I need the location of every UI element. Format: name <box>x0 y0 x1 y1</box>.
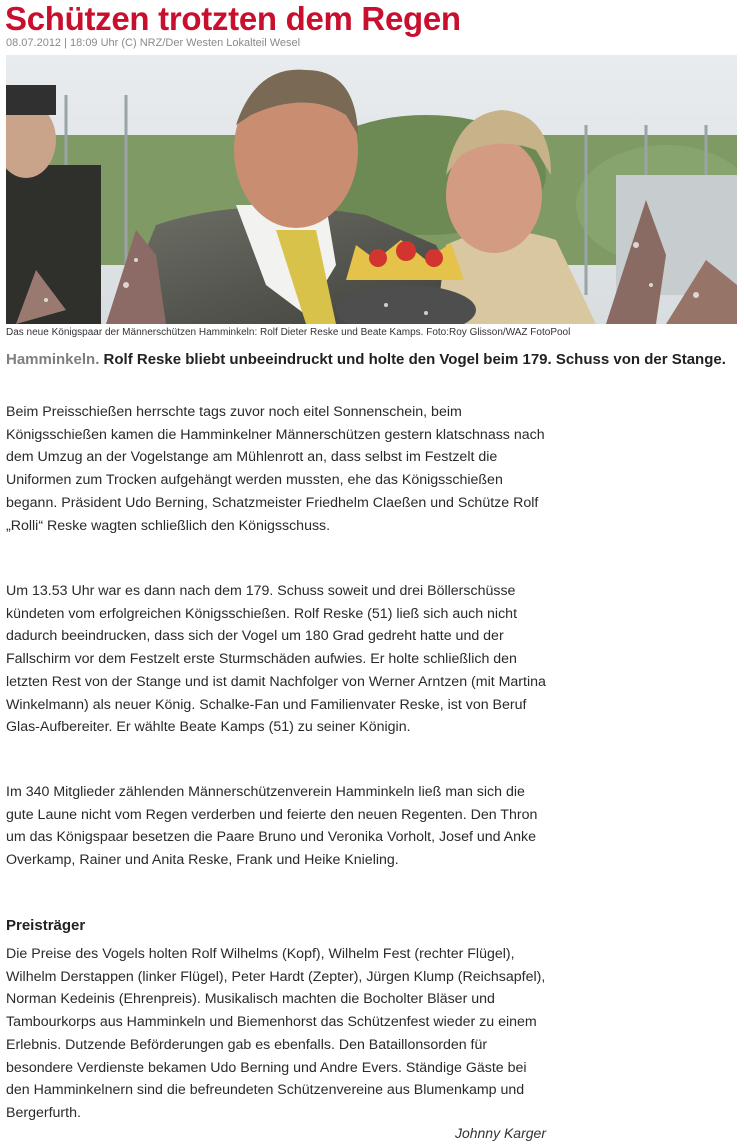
article-photo <box>6 55 737 324</box>
article-meta: 08.07.2012 | 18:09 Uhr (C) NRZ/Der Westen Lokalteil Wesel <box>6 37 301 49</box>
lead-place: Hamminkeln. <box>6 351 100 368</box>
article-lead <box>6 349 731 371</box>
paragraph-prizes: Die Preise des Vogels holten Rolf Wilhelms (Kopf), Wilhelm Fest (rechter Flügel), Wilhelm Derstappen (linker Flügel), Peter Hardt (Zepter), Jürgen Klump (Reichsapfel), Norman Kedeinis (Ehrenpreis). Musikalisch machten die Bocholter Bläser und Tambourkorps aus Hamminkeln und Biemenhorst das Schützenfest wieder zu einem Erlebnis. Dutzende Beförderungen gab es ebenfalls. Den Bataillonsorden für besondere Verdienste bekamen Udo Berning und Andre Evers. Ständige Gäste bei den Hamminkelnern sind die befreundeten Schützenvereine aus Blumenkamp und Bergerfurth. <box>6 946 546 1121</box>
king-couple-photo <box>6 55 737 324</box>
paragraph-1: Beim Preisschießen herrschte tags zuvor noch eitel Sonnenschein, beim Königsschießen kamen die Hamminkelner Männerschützen gestern klatschnass nach dem Umzug an der Vogelstange am Mühlenrott an, dass selbst im Festzelt die Uniformen zum Trocken aufgehängt werden mussten, ehe das Königsschießen begann. Präsident Udo Berning, Schatzmeister Friedhelm Claeßen und Schütze Rolf „Rolli“ Reske wagten schließlich den Königsschuss. <box>6 404 545 534</box>
subheading-prizes: Preisträger <box>6 917 86 934</box>
photo-caption: Das neue Königspaar der Männerschützen Hamminkeln: Rolf Dieter Reske und Beate Kamps. Foto:Roy Glisson/WAZ FotoPool <box>6 327 571 338</box>
paragraph-2: Um 13.53 Uhr war es dann nach dem 179. Schuss soweit und drei Böllerschüsse kündeten vom erfolgreichen Königsschießen. Rolf Reske (51) ließ sich auch nicht dadurch beeindrucken, dass sich der Vogel um 180 Grad gedreht hatte und der Fallschirm vor dem Festzelt erste Sturmschäden aufwies. Er holte schließlich den letzten Rest von der Stange und ist damit Nachfolger von Werner Arntzen (mit Martina Winkelmann) als neuer König. Schalke-Fan und Familienvater Reske, ist von Beruf Glas-Aufbereiter. Er wählte Beate Kamps (51) zu seiner Königin. <box>6 583 546 736</box>
lead-text: Rolf Reske bliebt unbeeindruckt und holte den Vogel beim 179. Schuss von der Stange. <box>103 351 726 368</box>
article-author: Johnny Karger <box>454 1125 546 1141</box>
paragraph-3: Im 340 Mitglieder zählenden Männerschützenverein Hamminkeln ließ man sich die gute Laune nicht vom Regen verderben und feierte den neuen Regenten. Den Thron um das Königspaar besetzen die Paare Bruno und Veronika Vorholt, Josef und Anke Overkamp, Rainer und Anita Reske, Frank und Heike Knieling. <box>6 784 538 869</box>
article-headline: Schützen trotzten dem Regen <box>5 0 461 37</box>
